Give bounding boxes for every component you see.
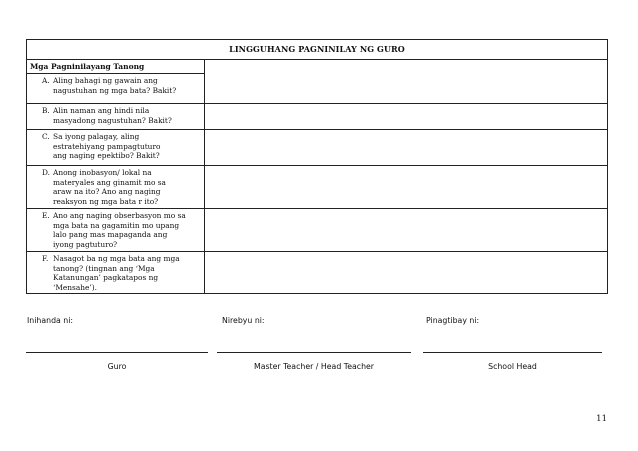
question-cell — [27, 166, 205, 208]
prepared-signature-line — [26, 352, 208, 353]
question-cell — [27, 209, 205, 251]
question-letter: F. — [42, 254, 49, 263]
question-letter: D. — [42, 168, 51, 177]
approved-by-label: Pinagtibay ni: — [426, 316, 480, 325]
answer-cell[interactable] — [205, 130, 607, 165]
reflection-table — [26, 39, 608, 294]
table-title: LINGGUHANG PAGNINILAY NG GURO — [27, 40, 607, 60]
question-letter: B. — [42, 106, 50, 115]
answer-cell[interactable] — [205, 74, 607, 103]
prepared-by-label: Inihanda ni: — [27, 316, 74, 325]
question-text: Sa iyong palagay, aling estratehiyang pampagtuturo ang naging epektibo? Bakit? — [53, 132, 161, 161]
table-row — [27, 104, 607, 130]
answer-cell[interactable] — [205, 166, 607, 208]
question-text: Alin naman ang hindi nila masyadong nagustuhan? Bakit? — [53, 106, 172, 125]
page-number: 11 — [596, 414, 607, 424]
table-row — [27, 209, 607, 252]
question-letter: E. — [42, 211, 50, 220]
table-row — [27, 166, 607, 209]
question-cell — [27, 74, 205, 103]
answer-cell[interactable] — [205, 104, 607, 129]
question-text: Anong inobasyon/ lokal na materyales ang ginamit mo sa araw na ito? Ano ang naging reaksyon ng mga bata r ito? — [53, 168, 166, 206]
question-cell — [27, 252, 205, 294]
table-row — [27, 252, 607, 294]
approved-role: School Head — [488, 362, 537, 371]
question-text: Aling bahagi ng gawain ang nagustuhan ng mga bata? Bakit? — [53, 76, 177, 95]
table-row — [27, 74, 607, 104]
question-text: Ano ang naging obserbasyon mo sa mga bata na gagamitin mo upang lalo pang mas mapaganda ang iyong pagtuturo? — [53, 211, 186, 249]
question-letter: C. — [42, 132, 50, 141]
reviewed-by-label: Nirebyu ni: — [222, 316, 265, 325]
prepared-role: Guro — [107, 362, 127, 371]
question-cell — [27, 130, 205, 165]
column-header: Mga Pagninilayang Tanong — [27, 60, 205, 74]
table-row — [27, 130, 607, 166]
answer-cell[interactable] — [205, 252, 607, 294]
reviewed-role: Master Teacher / Head Teacher — [253, 362, 375, 371]
question-cell — [27, 104, 205, 129]
question-text: Nasagot ba ng mga bata ang mga tanong? (tingnan ang ‘Mga Katanungan’ pagkatapos ng ‘Mensahe’). — [53, 254, 180, 292]
reviewed-signature-line — [217, 352, 411, 353]
approved-signature-line — [423, 352, 602, 353]
question-letter: A. — [42, 76, 50, 85]
answer-cell[interactable] — [205, 209, 607, 251]
